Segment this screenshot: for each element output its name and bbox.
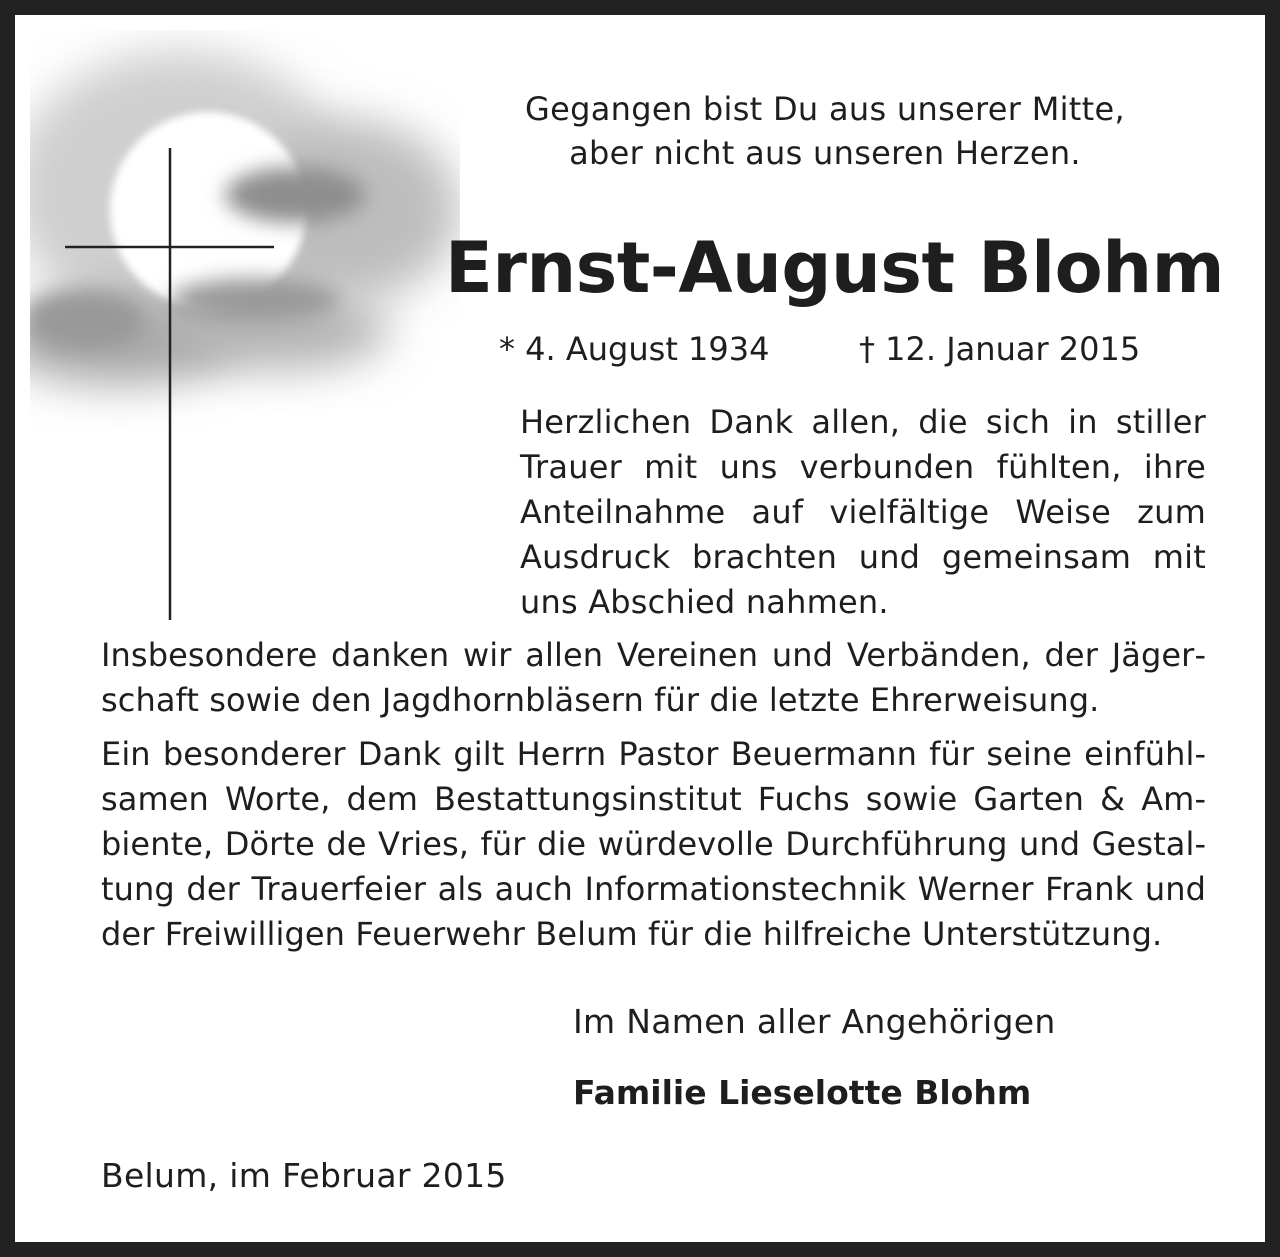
motto-line-1: Gegangen bist Du aus unserer Mitte, — [525, 90, 1125, 128]
motto-line-2: aber nicht aus unseren Herzen. — [569, 134, 1081, 172]
birth-date: * 4. August 1934 — [499, 330, 770, 368]
motto — [455, 87, 1195, 175]
thanks-paragraph-2: Insbesondere danken wir allen Vereinen und Verbänden, der Jägerschaft sowie den Jagdhornbläsern für die letzte Ehrerweisung. — [101, 636, 1206, 719]
death-date: † 12. Januar 2015 — [859, 330, 1141, 368]
closing-line: Im Namen aller Angehörigen — [573, 1002, 1056, 1041]
moon-clouds-illustration — [30, 30, 460, 630]
family-signature: Familie Lieselotte Blohm — [573, 1073, 1032, 1112]
deceased-name: Ernst-August Blohm — [445, 227, 1225, 309]
thanks-paragraph-1: Herzlichen Dank allen, die sich in stiller Trauer mit uns verbunden fühlten, ihre Anteilnahme auf vielfältige Weise zum Ausdruck brachten und gemeinsam mit uns Abschied nahmen. — [520, 403, 1206, 621]
place-date: Belum, im Februar 2015 — [101, 1156, 507, 1195]
thanks-paragraph-3: Ein besonderer Dank gilt Herrn Pastor Beuermann für seine einfühlsamen Worte, dem Bestattungsinstitut Fuchs sowie Garten & Ambiente, Dörte de Vries, für die würdevolle Durchführung und Gestaltung der Trauerfeier als auch Informationstechnik Werner Frank und der Freiwilligen Feuerwehr Belum für die hilfreiche Unterstützung. — [101, 735, 1206, 953]
